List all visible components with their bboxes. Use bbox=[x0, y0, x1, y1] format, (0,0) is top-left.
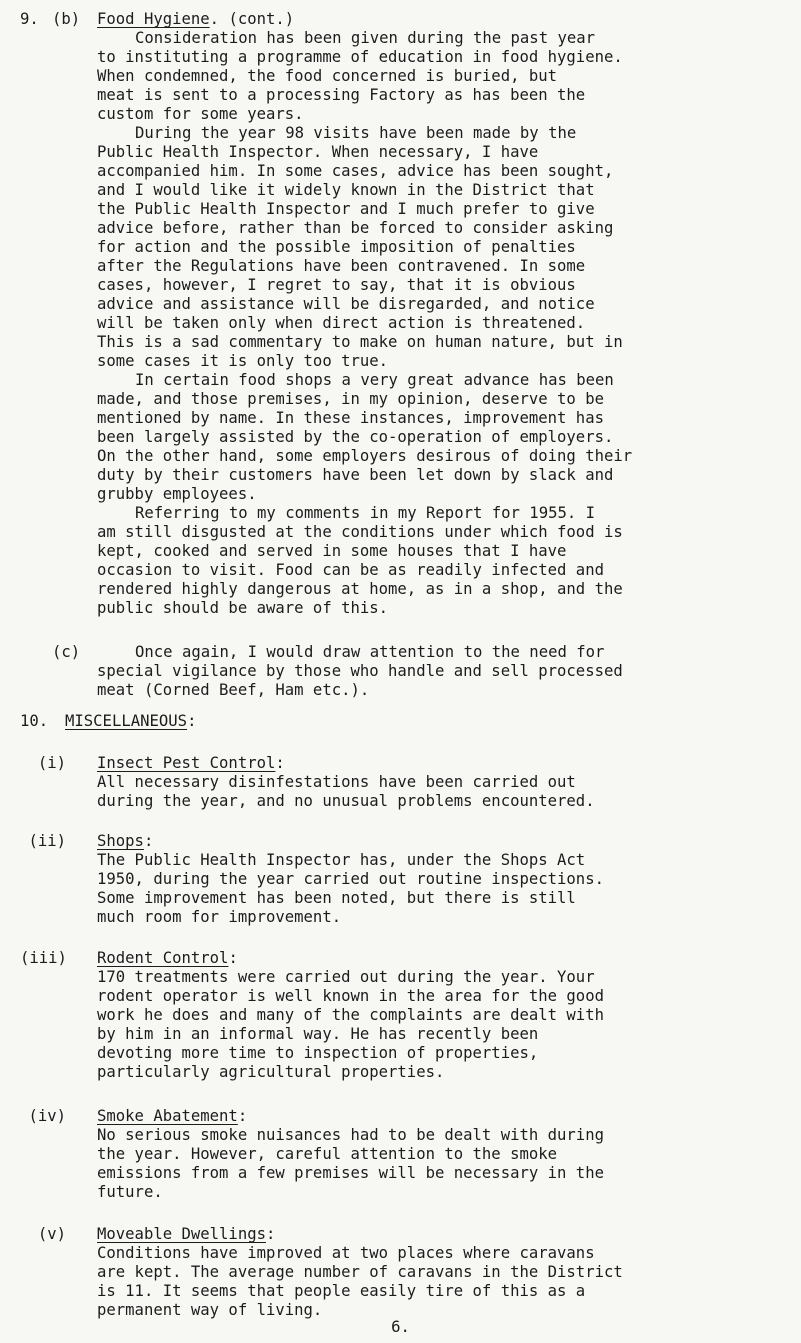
paragraph-line: The Public Health Inspector has, under the Shops Act bbox=[97, 851, 586, 869]
paragraph-line: emissions from a few premises will be necessary in the bbox=[97, 1164, 604, 1182]
paragraph-line: Consideration has been given during the past year bbox=[135, 29, 596, 47]
paragraph-line: Some improvement has been noted, but there is still bbox=[97, 889, 576, 907]
section-9-b bbox=[20, 10, 800, 618]
paragraph-line: In certain food shops a very great advance has been bbox=[135, 371, 614, 389]
item-heading-line bbox=[97, 1225, 800, 1244]
paragraph-line: permanent way of living. bbox=[97, 1301, 323, 1319]
paragraph-line: work he does and many of the complaints are dealt with bbox=[97, 1006, 604, 1024]
paragraph-line: will be taken only when direct action is threatened. bbox=[97, 314, 586, 332]
paragraph-line: cases, however, I regret to say, that it is obvious bbox=[97, 276, 576, 294]
paragraph-line: are kept. The average number of caravans in the District bbox=[97, 1263, 623, 1281]
paragraph-line: Public Health Inspector. When necessary, I have bbox=[97, 143, 539, 161]
paragraph-line: some cases it is only too true. bbox=[97, 352, 389, 370]
paragraph-line: much room for improvement. bbox=[97, 908, 342, 926]
item-body bbox=[97, 949, 800, 1082]
item-body bbox=[97, 754, 800, 811]
paragraph-line: devoting more time to inspection of properties, bbox=[97, 1044, 539, 1062]
item-body bbox=[97, 832, 800, 927]
paragraph-line: particularly agricultural properties. bbox=[97, 1063, 445, 1081]
paragraph-line: for action and the possible imposition of penalties bbox=[97, 238, 576, 256]
subsection-label: (b) bbox=[52, 10, 81, 28]
paragraph-line: All necessary disinfestations have been carried out bbox=[97, 773, 576, 791]
item-body bbox=[97, 1225, 800, 1320]
misc-item-shops bbox=[20, 832, 800, 927]
section-number: 10. bbox=[20, 712, 49, 730]
section-heading: MISCELLANEOUS bbox=[65, 712, 188, 730]
item-heading: Shops bbox=[97, 832, 144, 850]
paragraph-line: Conditions have improved at two places where caravans bbox=[97, 1244, 595, 1262]
item-label: (ii) bbox=[28, 832, 66, 850]
misc-item-rodent-control bbox=[20, 949, 800, 1082]
paragraph-line: advice and assistance will be disregarded, and notice bbox=[97, 295, 595, 313]
paragraph-line: and I would like it widely known in the District that bbox=[97, 181, 595, 199]
misc-item-moveable-dwellings bbox=[20, 1225, 800, 1320]
paragraph-line: accompanied him. In some cases, advice has been sought, bbox=[97, 162, 614, 180]
paragraph-line: the Public Health Inspector and I much prefer to give bbox=[97, 200, 595, 218]
section-10-heading-row bbox=[20, 712, 800, 731]
item-label: (iv) bbox=[28, 1107, 66, 1125]
paragraph-line: after the Regulations have been contravened. In some bbox=[97, 257, 586, 275]
page-number: 6. bbox=[391, 1318, 410, 1336]
item-heading-suffix: : bbox=[143, 832, 154, 850]
paragraph-line: 170 treatments were carried out during the year. Your bbox=[97, 968, 595, 986]
paragraph-line: during the year, and no unusual problems encountered. bbox=[97, 792, 595, 810]
paragraph-line: advice before, rather than be forced to consider asking bbox=[97, 219, 614, 237]
section-number: 9. bbox=[20, 10, 39, 28]
item-heading-suffix: : bbox=[228, 949, 238, 967]
item-heading-line bbox=[97, 1107, 800, 1126]
item-heading-suffix: : bbox=[266, 1225, 276, 1243]
subsection-body bbox=[97, 643, 800, 700]
paragraph-line: meat is sent to a processing Factory as has been the bbox=[97, 86, 586, 104]
item-heading-line bbox=[97, 832, 800, 851]
paragraph-line: is 11. It seems that people easily tire of this as a bbox=[97, 1282, 586, 1300]
paragraph-line: rodent operator is well known in the area for the good bbox=[97, 987, 604, 1005]
paragraph-line: public should be aware of this. bbox=[97, 599, 389, 617]
subsection-body bbox=[97, 10, 800, 618]
paragraph-line: occasion to visit. Food can be as readily infected and bbox=[97, 561, 604, 579]
paragraph-line: When condemned, the food concerned is buried, but bbox=[97, 67, 558, 85]
paragraph-line: During the year 98 visits have been made by the bbox=[135, 124, 577, 142]
paragraph-line: mentioned by name. In these instances, improvement has bbox=[97, 409, 604, 427]
subsection-heading-suffix: . (cont.) bbox=[209, 10, 295, 28]
item-label: (iii) bbox=[20, 949, 67, 967]
item-heading-suffix: : bbox=[237, 1107, 248, 1125]
paragraph-line: been largely assisted by the co-operation of employers. bbox=[97, 428, 614, 446]
subsection-heading: Food Hygiene bbox=[97, 10, 210, 28]
paragraph-line: grubby employees. bbox=[97, 485, 257, 503]
paragraph-line: custom for some years. bbox=[97, 105, 304, 123]
item-label: (i) bbox=[37, 754, 66, 772]
paragraph-line: duty by their customers have been let down by slack and bbox=[97, 466, 614, 484]
subsection-heading-line bbox=[97, 10, 800, 29]
paragraph-line: Once again, I would draw attention to the need for bbox=[135, 643, 605, 661]
item-heading-line bbox=[97, 949, 800, 968]
item-heading: Smoke Abatement bbox=[97, 1107, 238, 1125]
paragraph-line: the year. However, careful attention to the smoke bbox=[97, 1145, 558, 1163]
paragraph-line: 1950, during the year carried out routine inspections. bbox=[97, 870, 604, 888]
paragraph-line: future. bbox=[97, 1183, 163, 1201]
paragraph-line: rendered highly dangerous at home, as in a shop, and the bbox=[97, 580, 623, 598]
paragraph-line: to instituting a programme of education in food hygiene. bbox=[97, 48, 623, 66]
paragraph-line: meat (Corned Beef, Ham etc.). bbox=[97, 681, 370, 699]
item-label: (v) bbox=[37, 1225, 66, 1243]
misc-item-smoke-abatement bbox=[20, 1107, 800, 1202]
paragraph-line: This is a sad commentary to make on human nature, but in bbox=[97, 333, 623, 351]
paragraph-line: Referring to my comments in my Report for 1955. I bbox=[135, 504, 596, 522]
section-heading-line bbox=[65, 712, 800, 731]
item-heading: Rodent Control bbox=[97, 949, 229, 967]
paragraph-line: On the other hand, some employers desirous of doing their bbox=[97, 447, 633, 465]
paragraph-line: by him in an informal way. He has recently been bbox=[97, 1025, 539, 1043]
paragraph-line: special vigilance by those who handle and sell processed bbox=[97, 662, 623, 680]
paragraph-line: am still disgusted at the conditions under which food is bbox=[97, 523, 623, 541]
section-9-c bbox=[20, 643, 800, 700]
item-heading: Insect Pest Control bbox=[97, 754, 276, 772]
item-heading-line bbox=[97, 754, 800, 773]
item-body bbox=[97, 1107, 800, 1202]
paragraph-line: made, and those premises, in my opinion, deserve to be bbox=[97, 390, 604, 408]
section-heading-suffix: : bbox=[187, 712, 197, 730]
misc-item-insect-pest-control bbox=[20, 754, 800, 811]
item-heading: Moveable Dwellings bbox=[97, 1225, 266, 1243]
item-heading-suffix: : bbox=[275, 754, 285, 772]
subsection-label: (c) bbox=[52, 643, 81, 661]
paragraph-line: kept, cooked and served in some houses that I have bbox=[97, 542, 567, 560]
paragraph-line: No serious smoke nuisances had to be dealt with during bbox=[97, 1126, 604, 1144]
